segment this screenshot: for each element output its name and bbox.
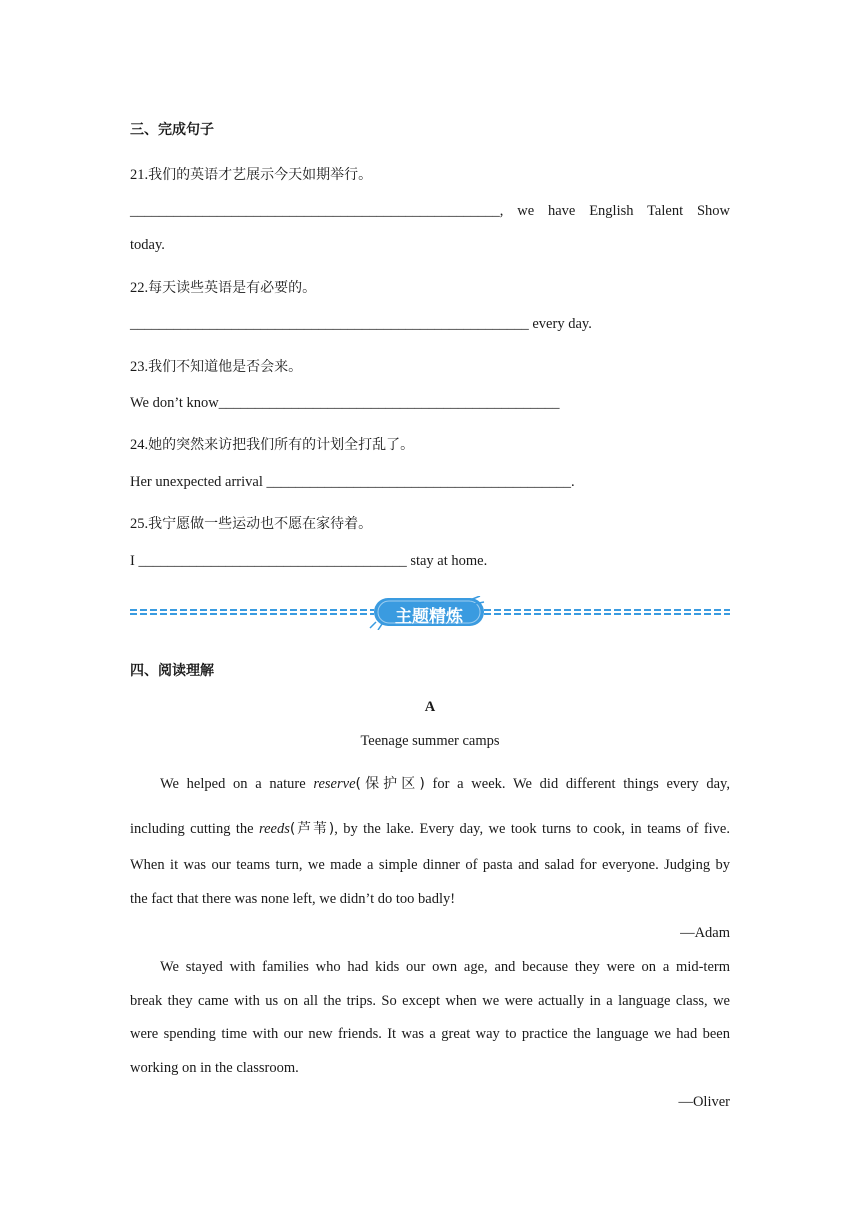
paragraph-1-line-1 — [160, 773, 730, 793]
answer-line-24[interactable]: Her unexpected arrival __________________________________________. — [130, 474, 575, 490]
paragraph-2-line-4: working on in the classroom. — [130, 1060, 299, 1076]
italic-term: reeds — [259, 821, 290, 837]
section-heading-complete-sentences: 三、完成句子 — [130, 122, 214, 138]
answer-line-22[interactable]: _______________________________________________________ every day. — [130, 316, 592, 332]
question-prompt: 每天读些英语是有必要的。 — [148, 280, 317, 296]
passage-title: Teenage summer camps — [360, 733, 500, 749]
signature-adam: —Adam — [680, 925, 730, 941]
question-23 — [130, 356, 302, 376]
question-number: 23. — [130, 359, 149, 375]
answer-line-23[interactable]: We don’t know_______________________________________________ — [130, 395, 560, 411]
paragraph-1-line-3: When it was our teams turn, we made a simple dinner of pasta and salad for everyone. Judging by — [130, 857, 730, 873]
banner-label: 主题精炼 — [395, 607, 463, 627]
paragraph-2-line-3: were spending time with our new friends. It was a great way to practice the language we had been — [130, 1026, 730, 1042]
question-24 — [130, 434, 414, 454]
paragraph-2-line-2: break they came with us on all the trips. So except when we were actually in a language class, we — [130, 993, 730, 1009]
section-heading-reading-comprehension: 四、阅读理解 — [130, 663, 214, 679]
paragraph-2-line-1: We stayed with families who had kids our own age, and because they were on a mid-term — [160, 959, 730, 975]
text-run: We helped on a nature — [160, 776, 314, 792]
answer-line-25[interactable]: I _____________________________________ stay at home. — [130, 553, 488, 569]
text-run: for a week. We did different things every day, — [424, 776, 730, 792]
text-run: including cutting the — [130, 821, 260, 837]
answer-line-21-continued: today. — [130, 237, 165, 253]
question-prompt: 我宁愿做一些运动也不愿在家待着。 — [148, 516, 373, 532]
question-number: 24. — [130, 437, 149, 453]
text-run: , by the lake. Every day, we took turns to cook, in teams of five. — [334, 821, 730, 837]
question-number: 22. — [130, 280, 149, 296]
answer-line-21[interactable]: ___________________________________________________, we have English Talent Show — [130, 203, 730, 219]
paragraph-1-line-4: the fact that there was none left, we didn’t do too badly! — [130, 891, 456, 907]
question-prompt: 她的突然来访把我们所有的计划全打乱了。 — [148, 437, 415, 453]
question-number: 25. — [130, 516, 149, 532]
topic-banner-divider — [130, 596, 730, 630]
passage-letter: A — [424, 699, 436, 715]
chinese-gloss: (芦苇) — [289, 821, 335, 837]
question-21 — [130, 164, 372, 184]
italic-term: reserve — [313, 776, 356, 792]
paragraph-1-line-2 — [130, 818, 730, 838]
question-prompt: 我们不知道他是否会来。 — [148, 359, 303, 375]
question-number: 21. — [130, 167, 149, 183]
signature-oliver: —Oliver — [678, 1094, 730, 1110]
question-prompt: 我们的英语才艺展示今天如期举行。 — [148, 167, 373, 183]
question-22 — [130, 277, 316, 297]
chinese-gloss: (保护区) — [355, 776, 425, 792]
question-25 — [130, 513, 372, 533]
